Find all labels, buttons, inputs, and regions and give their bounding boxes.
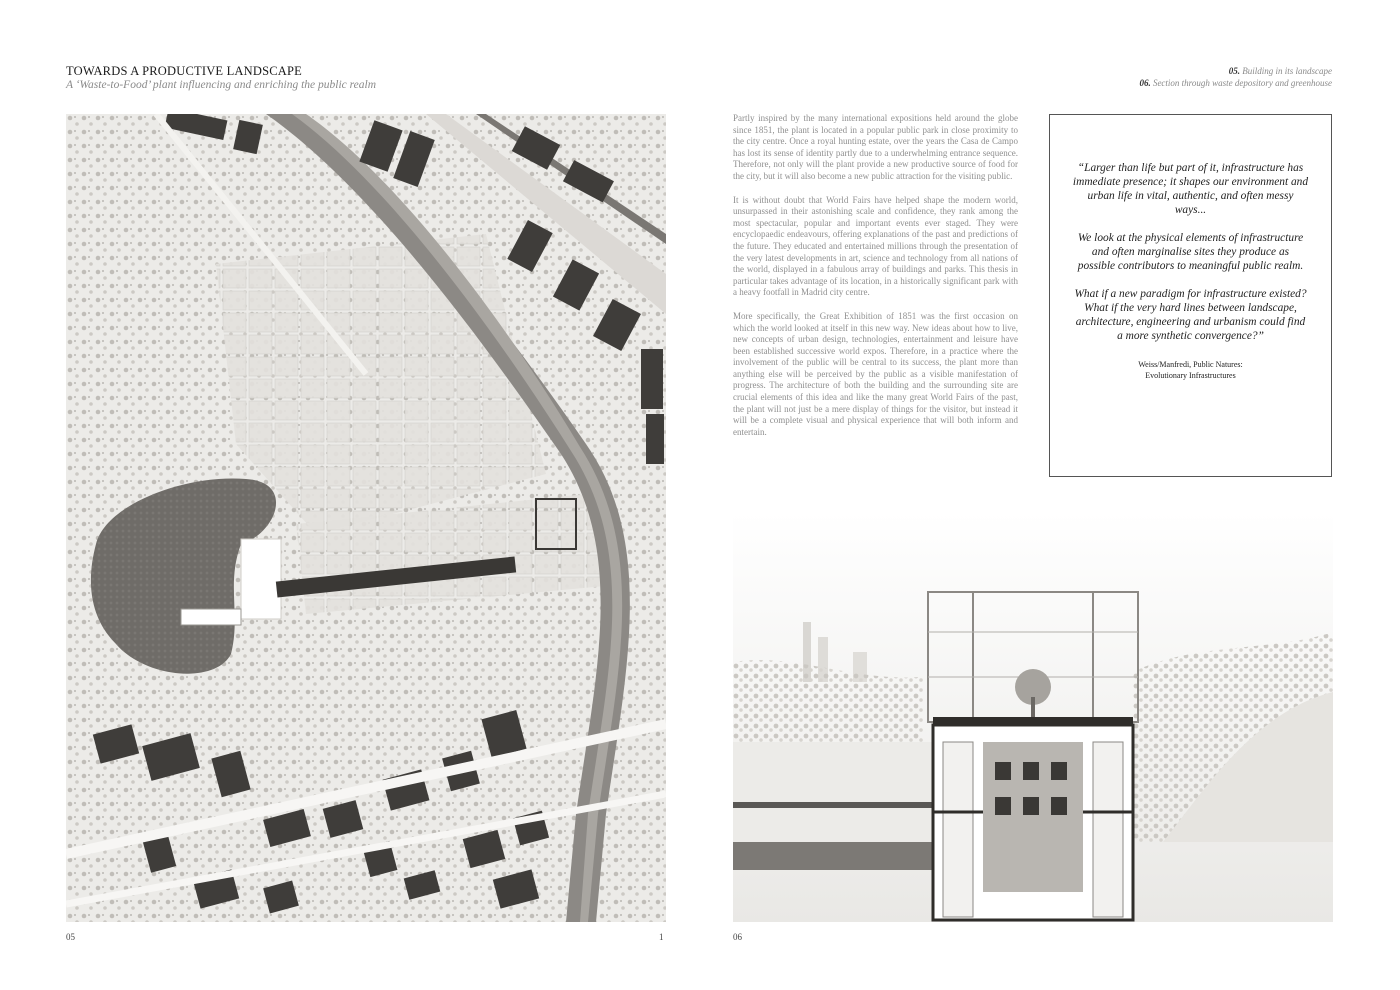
page-title: TOWARDS A PRODUCTIVE LANDSCAPE [66,64,303,78]
quote-attribution [1050,359,1331,381]
page-number-middle: 1 [659,932,664,942]
caption-number: 05. [1228,66,1240,76]
caption-text: Section through waste depository and greenhouse [1152,78,1332,88]
body-paragraph: Partly inspired by the many international expositions held around the globe since 1851, the plant is located in a popular public park in close proximity to the city centre. Once a royal hunting estate, over the years the Casa de Campo has lost its sense of identity partly due to a underwhelming entrance sequence. Therefore, not only will the plant provide a new productive source of food for the city, but it will also become a new public attraction for the visiting public. [733,113,1018,181]
quote-paragraph: “Larger than life but part of it, infrastructure has immediate presence; it shapes our environment and urban life in vital, authentic, and often messy ways... [1072,162,1309,216]
site-plan-svg [66,114,666,922]
caption-text: Building in its landscape [1242,66,1332,76]
attribution-line: Weiss/Manfredi, Public Natures: [1138,360,1243,369]
body-text-column [733,113,1018,450]
quote-text [1072,161,1309,343]
page-subtitle: A ‘Waste-to-Food’ plant influencing and enriching the public realm [66,79,377,91]
quote-box [1049,114,1332,477]
figure-caption-06 [1139,78,1332,88]
page-number-left: 05 [66,932,75,942]
body-paragraph: It is without doubt that World Fairs have helped shape the modern world, unsurpassed in their astonishing scale and confidence, they rank among the most spectacular, popular and important events ever staged. They were encyclopaedic endeavours, offering explanations of the past and predictions of the future. They educated and entertained millions through the presentation of the very latest developments in art, science and technology from all nations of the world, displayed in a fabulous array of buildings and parks. This thesis in particular takes advantage of its location, in a historically significant park with a heavy footfall in Madrid city centre. [733,194,1018,298]
quote-paragraph: What if a new paradigm for infrastructure existed? What if the very hard lines between landscape, architecture, engineering and urbanism could find a more synthetic convergence?” [1074,288,1307,342]
site-plan-drawing [66,114,666,922]
page-number-right: 06 [733,932,742,942]
attribution-line: Evolutionary Infrastructures [1145,371,1236,380]
section-svg [733,512,1333,922]
figure-caption-05 [1229,66,1332,76]
body-paragraph: More specifically, the Great Exhibition of 1851 was the first occasion on which the world looked at itself in this new way. New ideas about how to live, new concepts of urban design, technologies, entertainment and leisure have been established successive world expos. Therefore, in a practice where the involvement of the public will be central to its success, the plant more than anything else will be perceived by the public as a visible manifestation of progress. The architecture of both the building and the surrounding site are crucial elements of this idea and like the many great World Fairs of the past, the plant will not just be a mere display of things for the visitor, but instead it will be a complete visual and physical experience that will both inform and entertain. [733,310,1018,437]
caption-number: 06. [1139,78,1151,88]
quote-paragraph: We look at the physical elements of infrastructure and often marginalise sites they produce as possible contributors to meaningful public realm. [1077,232,1304,272]
section-drawing [733,512,1333,922]
